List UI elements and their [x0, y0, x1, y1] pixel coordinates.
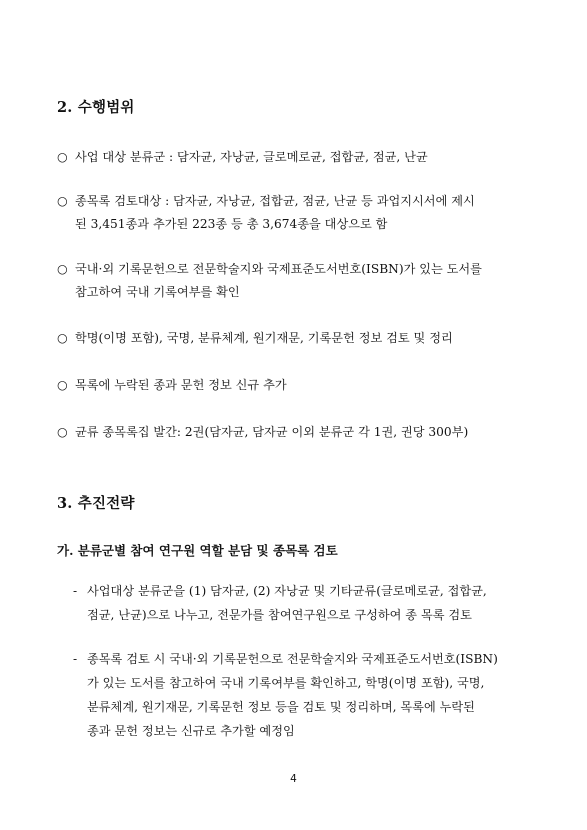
scope-item-2: ○ 종목록 검토대상 : 담자균, 자낭균, 접합균, 점균, 난균 등 과업지시서에 제시 된 3,451종과 추가된 223종 등 총 3,674종을 대상으로 함 [57, 190, 537, 236]
bullet-circle-icon: ○ [57, 150, 68, 164]
bullet-circle-icon: ○ [57, 194, 68, 208]
bullet-circle-icon: ○ [57, 262, 68, 276]
bullet-circle-icon: ○ [57, 425, 68, 439]
scope-item-6: ○ 균류 종목록집 발간: 2권(담자균, 담자균 이외 분류군 각 1권, 권당 300부) [57, 421, 537, 444]
scope-item-3: ○ 국내·외 기록문헌으로 전문학술지와 국제표준도서번호(ISBN)가 있는 도서를 참고하여 국내 기록여부를 확인 [57, 258, 537, 304]
strategy-item-1: - 사업대상 분류군을 (1) 담자균, (2) 자낭균 및 기타균류(글로메로균, 접합균, 점균, 난균)으로 나누고, 전문가를 참여연구원으로 구성하여 종 목록 검토 [73, 579, 543, 627]
dash-bullet: - [73, 652, 78, 666]
strategy-item-2: - 종목록 검토 시 국내·외 기록문헌으로 전문학술지와 국제표준도서번호(ISBN) 가 있는 도서를 참고하여 국내 기록여부를 확인하고, 학명(이명 포함), 국명, 분류체계, 원기재문, 기록문헌 정보 등을 검토 및 정리하며, 목록에 누락된 종과 문헌 정보는 신규로 추가할 예정임 [73, 647, 543, 743]
scope-item-4: ○ 학명(이명 포함), 국명, 분류체계, 원기재문, 기록문헌 정보 검토 및 정리 [57, 327, 537, 350]
section-3-heading: 3. 추진전략 [57, 495, 135, 512]
subsection-a-heading: 가. 분류군별 참여 연구원 역할 분담 및 종목록 검토 [57, 543, 338, 558]
page-number: 4 [290, 773, 297, 785]
section-2-heading: 2. 수행범위 [57, 99, 135, 116]
bullet-circle-icon: ○ [57, 331, 68, 345]
bullet-circle-icon: ○ [57, 378, 68, 392]
dash-bullet: - [73, 584, 78, 598]
scope-item-1: ○ 사업 대상 분류군 : 담자균, 자낭균, 글로메로균, 접합균, 점균, 난균 [57, 146, 537, 169]
scope-item-5: ○ 목록에 누락된 종과 문헌 정보 신규 추가 [57, 374, 537, 397]
